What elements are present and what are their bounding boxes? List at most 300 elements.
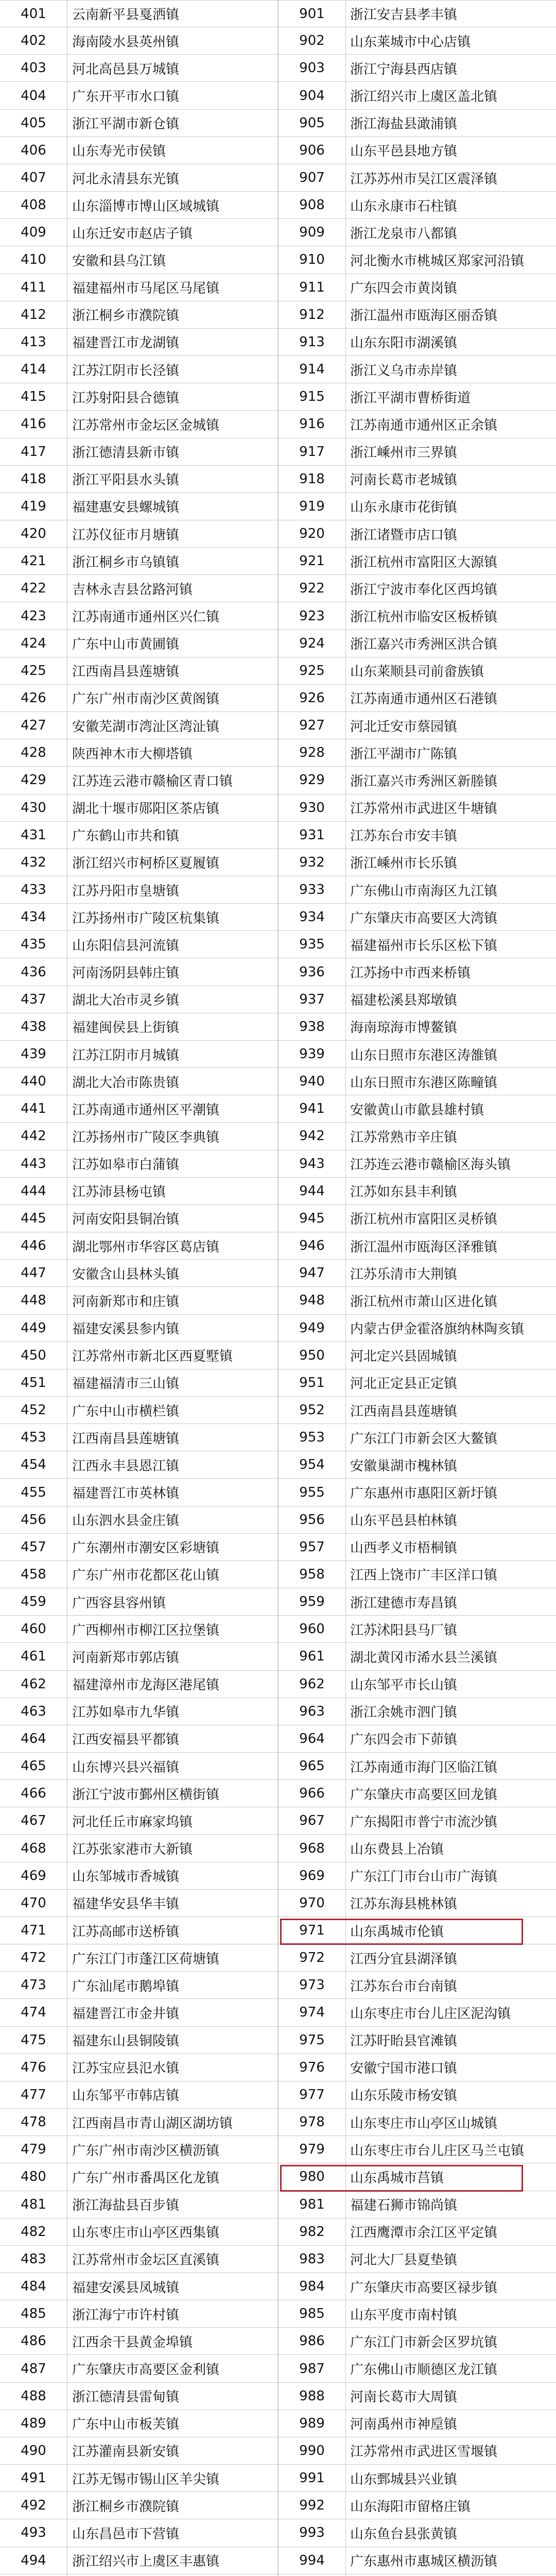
- rank-number: 933: [278, 876, 346, 903]
- town-name: 山东邹平市韩店镇: [72, 2088, 180, 2104]
- table-row: [0, 2191, 278, 2218]
- table-row: [0, 2519, 278, 2547]
- table-row: [0, 1835, 278, 1862]
- rank-number: 422: [0, 575, 67, 602]
- town-name: 浙江平湖市曹桥街道: [350, 390, 471, 406]
- rank-number: 461: [0, 1643, 67, 1670]
- rank-number: 470: [0, 1890, 67, 1917]
- town-name: 浙江嵊州市三界镇: [350, 445, 458, 461]
- table-row: [278, 794, 556, 822]
- rank-number: 409: [0, 219, 67, 246]
- town-name: 广东广州市花都区花山镇: [72, 1568, 220, 1584]
- town-name: 江苏灌南县新安镇: [72, 2444, 180, 2460]
- table-row: [278, 219, 556, 246]
- rank-number: 457: [0, 1534, 67, 1561]
- table-row: [0, 1342, 278, 1369]
- town-name: 广东揭阳市普宁市流沙镇: [350, 1814, 498, 1830]
- table-row: [0, 876, 278, 904]
- rank-number: 911: [278, 274, 346, 301]
- rank-number: 487: [0, 2355, 67, 2382]
- table-row: [278, 2328, 556, 2355]
- rank-number: 969: [278, 1862, 346, 1889]
- table-row: [278, 55, 556, 82]
- rank-number: 471: [0, 1917, 67, 1944]
- town-name: 浙江桐乡市乌镇镇: [72, 554, 180, 570]
- table-row: [0, 1068, 278, 1095]
- town-name: 广东佛山市南海区九江镇: [350, 883, 498, 899]
- rank-number: 472: [0, 1944, 67, 1971]
- town-name: 安徽含山县林头镇: [72, 1266, 180, 1282]
- town-name: 广东四会市下茆镇: [350, 1732, 458, 1748]
- rank-number: 991: [278, 2465, 346, 2492]
- table-row: [278, 2163, 556, 2191]
- town-name: 广西柳州市柳江区拉堡镇: [72, 1622, 220, 1638]
- town-name: 浙江杭州市富阳区大源镇: [350, 554, 498, 570]
- ranking-column-right: [278, 0, 556, 2576]
- table-row: [278, 1835, 556, 1862]
- town-name: 浙江绍兴市上虞区盖北镇: [350, 89, 498, 105]
- rank-number: 901: [278, 1, 346, 27]
- table-row: [278, 164, 556, 192]
- table-row: [278, 137, 556, 164]
- table-row: [0, 2437, 278, 2465]
- table-row: [278, 822, 556, 849]
- town-name: 山东禹城市伦镇: [350, 1924, 444, 1940]
- table-row: [278, 27, 556, 55]
- town-name: 广东四会市黄岗镇: [350, 281, 458, 297]
- table-row: [0, 904, 278, 931]
- table-row: [278, 1150, 556, 1178]
- table-row: [278, 1260, 556, 1287]
- rank-number: 445: [0, 1205, 67, 1232]
- table-row: [278, 1424, 556, 1451]
- rank-number: 424: [0, 630, 67, 657]
- rank-number: 928: [278, 739, 346, 766]
- table-row: [0, 575, 278, 602]
- town-name: 山东鄄城县兴业镇: [350, 2471, 458, 2487]
- table-row: [0, 411, 278, 438]
- town-name: 浙江杭州市临安区板桥镇: [350, 609, 498, 625]
- rank-number: 992: [278, 2492, 346, 2519]
- table-row: [0, 0, 278, 27]
- rank-number: 468: [0, 1835, 67, 1861]
- table-row: [278, 1123, 556, 1150]
- table-row: [0, 2273, 278, 2300]
- table-row: [278, 82, 556, 109]
- rank-number: 922: [278, 575, 346, 602]
- rank-number: 929: [278, 767, 346, 793]
- table-row: [0, 520, 278, 548]
- rank-number: 449: [0, 1315, 67, 1342]
- table-row: [0, 1862, 278, 1890]
- table-row: [278, 1944, 556, 1972]
- town-name: 广东肇庆市高要区回龙镇: [350, 1787, 498, 1803]
- town-name: 山东枣庄市台儿庄区泥沟镇: [350, 2006, 511, 2022]
- town-name: 浙江嵊州市长乐镇: [350, 856, 458, 872]
- rank-number: 918: [278, 466, 346, 493]
- rank-number: 482: [0, 2218, 67, 2245]
- town-name: 广东惠州市惠城区横沥镇: [350, 2554, 498, 2570]
- town-name: 广东肇庆市高要区禄步镇: [350, 2280, 498, 2296]
- rank-number: 479: [0, 2136, 67, 2163]
- rank-number: 966: [278, 1780, 346, 1807]
- rank-number: 428: [0, 739, 67, 766]
- town-name: 江苏常州市武进区牛塘镇: [350, 801, 498, 817]
- town-name: 江西南昌县莲塘镇: [72, 1431, 180, 1447]
- town-name: 广东广州市番禺区化龙镇: [72, 2170, 220, 2186]
- town-name: 河南安阳县铜冶镇: [72, 1212, 180, 1228]
- rank-number: 903: [278, 55, 346, 81]
- table-row: [0, 1561, 278, 1588]
- table-row: [278, 1643, 556, 1670]
- table-row: [278, 2355, 556, 2382]
- town-name: 山东莱顺县司前畲族镇: [350, 664, 484, 680]
- table-row: [278, 2218, 556, 2246]
- table-row: [0, 2355, 278, 2382]
- town-name: 河南长葛市大周镇: [350, 2389, 458, 2405]
- table-row: [0, 246, 278, 274]
- rank-number: 980: [278, 2163, 346, 2190]
- rank-number: 486: [0, 2328, 67, 2354]
- town-name: 广东广州市南沙区黄阁镇: [72, 691, 220, 707]
- rank-number: 448: [0, 1287, 67, 1314]
- rank-number: 463: [0, 1698, 67, 1725]
- town-name: 江西分宜县湖泽镇: [350, 1951, 458, 1967]
- town-name: 江苏如皋市白蒲镇: [72, 1157, 180, 1173]
- town-name: 广东汕尾市鹅埠镇: [72, 1978, 180, 1994]
- town-name: 山东莱城市中心店镇: [350, 34, 471, 50]
- town-name: 山东泗水县金庄镇: [72, 1513, 180, 1529]
- rank-number: 968: [278, 1835, 346, 1861]
- table-row: [0, 1424, 278, 1451]
- town-name: 山东永康市花街镇: [350, 500, 458, 516]
- town-name: 福建福州市长乐区松下镇: [350, 938, 498, 954]
- rank-number: 456: [0, 1506, 67, 1533]
- rank-number: 405: [0, 110, 67, 137]
- table-row: [278, 1095, 556, 1123]
- rank-number: 402: [0, 27, 67, 54]
- town-name: 福建石狮市锦尚镇: [350, 2198, 458, 2214]
- table-row: [0, 55, 278, 82]
- rank-number: 483: [0, 2246, 67, 2273]
- town-name: 河北高邑县万城镇: [72, 61, 180, 77]
- rank-number: 919: [278, 493, 346, 520]
- rank-number: 983: [278, 2246, 346, 2273]
- table-row: [0, 739, 278, 767]
- table-row: [278, 1013, 556, 1041]
- town-name: 山东平邑县地方镇: [350, 144, 458, 160]
- rank-number: 435: [0, 931, 67, 958]
- table-row: [278, 685, 556, 712]
- table-row: [0, 849, 278, 876]
- rank-number: 953: [278, 1424, 346, 1451]
- rank-number: 974: [278, 1999, 346, 2026]
- rank-number: 915: [278, 383, 346, 410]
- rank-number: 488: [0, 2383, 67, 2410]
- town-name: 江苏高邮市送桥镇: [72, 1924, 180, 1940]
- rank-number: 493: [0, 2519, 67, 2546]
- town-name: 山东枣庄市山亭区山城镇: [350, 2115, 498, 2131]
- town-name: 江苏常州市武进区雪堰镇: [350, 2444, 498, 2460]
- town-name: 浙江绍兴市柯桥区夏履镇: [72, 856, 220, 872]
- town-name: 江苏常州市金坛区直溪镇: [72, 2252, 220, 2268]
- table-row: [0, 1315, 278, 1342]
- table-row: [278, 1807, 556, 1835]
- table-row: [0, 137, 278, 164]
- rank-number: 961: [278, 1643, 346, 1670]
- town-name: 江苏东台市安丰镇: [350, 828, 458, 844]
- table-row: [278, 383, 556, 411]
- rank-number: 453: [0, 1424, 67, 1451]
- rank-number: 425: [0, 657, 67, 684]
- table-row: [0, 1178, 278, 1205]
- table-row: [0, 110, 278, 137]
- table-row: [278, 2054, 556, 2081]
- rank-number: 936: [278, 958, 346, 985]
- rank-number: 452: [0, 1397, 67, 1423]
- town-name: 广东开平市水口镇: [72, 89, 180, 105]
- town-name: 山东枣庄市山亭区西集镇: [72, 2225, 220, 2241]
- town-name: 浙江桐乡市濮院镇: [72, 2499, 180, 2515]
- town-name: 山东昌邑市下营镇: [72, 2526, 180, 2542]
- table-row: [278, 712, 556, 739]
- rank-number: 981: [278, 2191, 346, 2218]
- table-row: [0, 1041, 278, 1068]
- rank-number: 412: [0, 301, 67, 328]
- town-name: 湖北大冶市陈贵镇: [72, 1075, 180, 1091]
- rank-number: 947: [278, 1260, 346, 1286]
- rank-number: 920: [278, 520, 346, 547]
- rank-number: 959: [278, 1588, 346, 1615]
- table-row: [0, 1397, 278, 1424]
- town-name: 福建松溪县郑墩镇: [350, 993, 458, 1009]
- table-row: [0, 1534, 278, 1561]
- table-row: [0, 1260, 278, 1287]
- table-row: [0, 1643, 278, 1670]
- table-row: [0, 2218, 278, 2246]
- table-row: [278, 1178, 556, 1205]
- rank-number: 411: [0, 274, 67, 301]
- table-row: [278, 1205, 556, 1232]
- rank-number: 401: [0, 1, 67, 27]
- table-row: [278, 1342, 556, 1369]
- town-name: 江西上饶市广丰区洋口镇: [350, 1568, 498, 1584]
- rank-number: 458: [0, 1561, 67, 1588]
- rank-number: 404: [0, 82, 67, 109]
- town-name: 山东淄博市博山区域城镇: [72, 198, 220, 214]
- table-row: [278, 2273, 556, 2300]
- rank-number: 469: [0, 1862, 67, 1889]
- rank-number: 971: [278, 1917, 346, 1944]
- town-name: 福建晋江市龙湖镇: [72, 335, 180, 351]
- rank-number: 977: [278, 2081, 346, 2108]
- table-row: [0, 958, 278, 986]
- rank-number: 441: [0, 1095, 67, 1122]
- town-name: 广东江门市台山市广海镇: [350, 1869, 498, 1885]
- rank-number: 447: [0, 1260, 67, 1286]
- rank-number: 431: [0, 822, 67, 849]
- table-row: [0, 2465, 278, 2492]
- town-name: 江苏江阴市月城镇: [72, 1047, 180, 1063]
- rank-number: 478: [0, 2109, 67, 2136]
- town-name: 江西余干县黄金埠镇: [72, 2334, 193, 2350]
- town-name: 江苏扬中市西来桥镇: [350, 965, 471, 981]
- town-name: 江苏张家港市大新镇: [72, 1842, 193, 1858]
- town-name: 山东鱼台县张黄镇: [350, 2526, 458, 2542]
- town-name: 江苏东台市台南镇: [350, 1978, 458, 1994]
- town-name: 河北正定县正定镇: [350, 1376, 458, 1392]
- town-name: 江苏如皋市九华镇: [72, 1705, 180, 1721]
- rank-number: 957: [278, 1534, 346, 1561]
- rank-number: 438: [0, 1013, 67, 1040]
- rank-number: 909: [278, 219, 346, 246]
- town-name: 广东中山市黄圃镇: [72, 637, 180, 653]
- town-name: 福建安溪县参内镇: [72, 1321, 180, 1337]
- rank-number: 934: [278, 904, 346, 930]
- table-row: [278, 904, 556, 931]
- town-name: 福建惠安县螺城镇: [72, 500, 180, 516]
- table-row: [278, 493, 556, 520]
- town-name: 江苏乐清市大荆镇: [350, 1266, 458, 1282]
- rank-number: 476: [0, 2054, 67, 2081]
- rank-number: 432: [0, 849, 67, 876]
- town-name: 广东潮州市潮安区彩塘镇: [72, 1540, 220, 1556]
- rank-number: 952: [278, 1397, 346, 1423]
- town-name: 浙江杭州市富阳区灵桥镇: [350, 1212, 498, 1228]
- rank-number: 986: [278, 2328, 346, 2354]
- table-row: [278, 2410, 556, 2437]
- town-name: 内蒙古伊金霍洛旗纳林陶亥镇: [350, 1321, 525, 1337]
- rank-number: 475: [0, 2027, 67, 2054]
- town-name: 江苏苏州市吴江区震泽镇: [350, 171, 498, 187]
- rank-number: 985: [278, 2300, 346, 2327]
- rank-number: 437: [0, 986, 67, 1013]
- table-row: [278, 2519, 556, 2547]
- table-row: [0, 2081, 278, 2109]
- town-name: 福建漳州市龙海区港尾镇: [72, 1677, 220, 1693]
- table-row: [278, 2081, 556, 2109]
- town-name: 山东日照市东港区涛雒镇: [350, 1047, 498, 1063]
- town-name: 山东平度市南村镇: [350, 2307, 458, 2323]
- rank-number: 464: [0, 1725, 67, 1752]
- town-name: 浙江德清县新市镇: [72, 445, 180, 461]
- table-row: [0, 2492, 278, 2519]
- town-name: 山西孝义市梧桐镇: [350, 1540, 458, 1556]
- rank-number: 914: [278, 356, 346, 383]
- town-name: 福建闽侯县上街镇: [72, 1020, 180, 1036]
- table-row: [0, 2136, 278, 2163]
- table-row: [0, 2109, 278, 2136]
- rank-number: 480: [0, 2163, 67, 2190]
- rank-number: 494: [0, 2547, 67, 2574]
- town-name: 海南陵水县英州镇: [72, 34, 180, 50]
- rank-number: 415: [0, 383, 67, 410]
- rank-number: 924: [278, 630, 346, 657]
- table-row: [0, 1890, 278, 1917]
- table-row: [278, 1972, 556, 1999]
- rank-number: 466: [0, 1780, 67, 1807]
- table-row: [278, 1753, 556, 1780]
- town-name: 福建晋江市金井镇: [72, 2006, 180, 2022]
- town-name: 山东迁安市赵店子镇: [72, 226, 193, 242]
- rank-number: 993: [278, 2519, 346, 2546]
- rank-number: 421: [0, 548, 67, 574]
- table-row: [278, 1917, 556, 1944]
- table-row: [278, 2027, 556, 2054]
- rank-number: 978: [278, 2109, 346, 2136]
- table-row: [0, 219, 278, 246]
- town-name: 海南琼海市博鳌镇: [350, 1020, 458, 1036]
- table-row: [278, 1588, 556, 1616]
- town-name: 广东广州市南沙区横沥镇: [72, 2143, 220, 2159]
- table-row: [278, 2246, 556, 2273]
- rank-number: 439: [0, 1041, 67, 1067]
- town-name: 广东肇庆市高要区金利镇: [72, 2362, 220, 2378]
- town-name: 浙江龙泉市八都镇: [350, 226, 458, 242]
- rank-number: 908: [278, 192, 346, 218]
- rank-number: 484: [0, 2273, 67, 2300]
- town-name: 浙江义乌市赤岸镇: [350, 363, 458, 379]
- rank-number: 423: [0, 602, 67, 629]
- table-row: [0, 986, 278, 1013]
- rank-number: 407: [0, 164, 67, 191]
- town-name: 河北衡水市桃城区郑家河沿镇: [350, 253, 525, 269]
- rank-number: 459: [0, 1588, 67, 1615]
- town-name: 江苏无锡市锡山区羊尖镇: [72, 2471, 220, 2487]
- town-name: 河北迁安市蔡园镇: [350, 719, 458, 735]
- town-name: 浙江宁海县西店镇: [350, 61, 458, 77]
- table-row: [0, 1698, 278, 1725]
- town-name: 湖北十堰市郧阳区茶店镇: [72, 801, 220, 817]
- table-row: [278, 602, 556, 630]
- rank-number: 418: [0, 466, 67, 493]
- table-row: [0, 356, 278, 383]
- table-row: [278, 1479, 556, 1506]
- rank-number: 965: [278, 1753, 346, 1780]
- town-name: 浙江绍兴市上虞区丰惠镇: [72, 2554, 220, 2570]
- table-row: [0, 1944, 278, 1972]
- rank-number: 430: [0, 794, 67, 821]
- rank-number: 925: [278, 657, 346, 684]
- rank-number: 950: [278, 1342, 346, 1369]
- rank-number: 949: [278, 1315, 346, 1342]
- table-row: [0, 1479, 278, 1506]
- rank-number: 938: [278, 1013, 346, 1040]
- table-row: [278, 1534, 556, 1561]
- rank-number: 923: [278, 602, 346, 629]
- rank-number: 450: [0, 1342, 67, 1369]
- town-name: 安徽和县乌江镇: [72, 253, 166, 269]
- table-row: [0, 466, 278, 493]
- table-row: [278, 2547, 556, 2574]
- rank-number: 941: [278, 1095, 346, 1122]
- table-row: [0, 2054, 278, 2081]
- table-row: [0, 1369, 278, 1397]
- rank-number: 916: [278, 411, 346, 437]
- table-row: [278, 931, 556, 958]
- table-row: [0, 2300, 278, 2328]
- town-name: 浙江海宁市许村镇: [72, 2307, 180, 2323]
- town-name: 江苏连云港市赣榆区青口镇: [72, 773, 233, 789]
- rank-number: 989: [278, 2410, 346, 2437]
- table-row: [278, 739, 556, 767]
- rank-number: 906: [278, 137, 346, 164]
- rank-number: 939: [278, 1041, 346, 1067]
- town-name: 广东肇庆市高要区大湾镇: [350, 910, 498, 926]
- table-row: [0, 1616, 278, 1643]
- town-name: 山东费县上冶镇: [350, 1842, 444, 1858]
- table-row: [0, 1807, 278, 1835]
